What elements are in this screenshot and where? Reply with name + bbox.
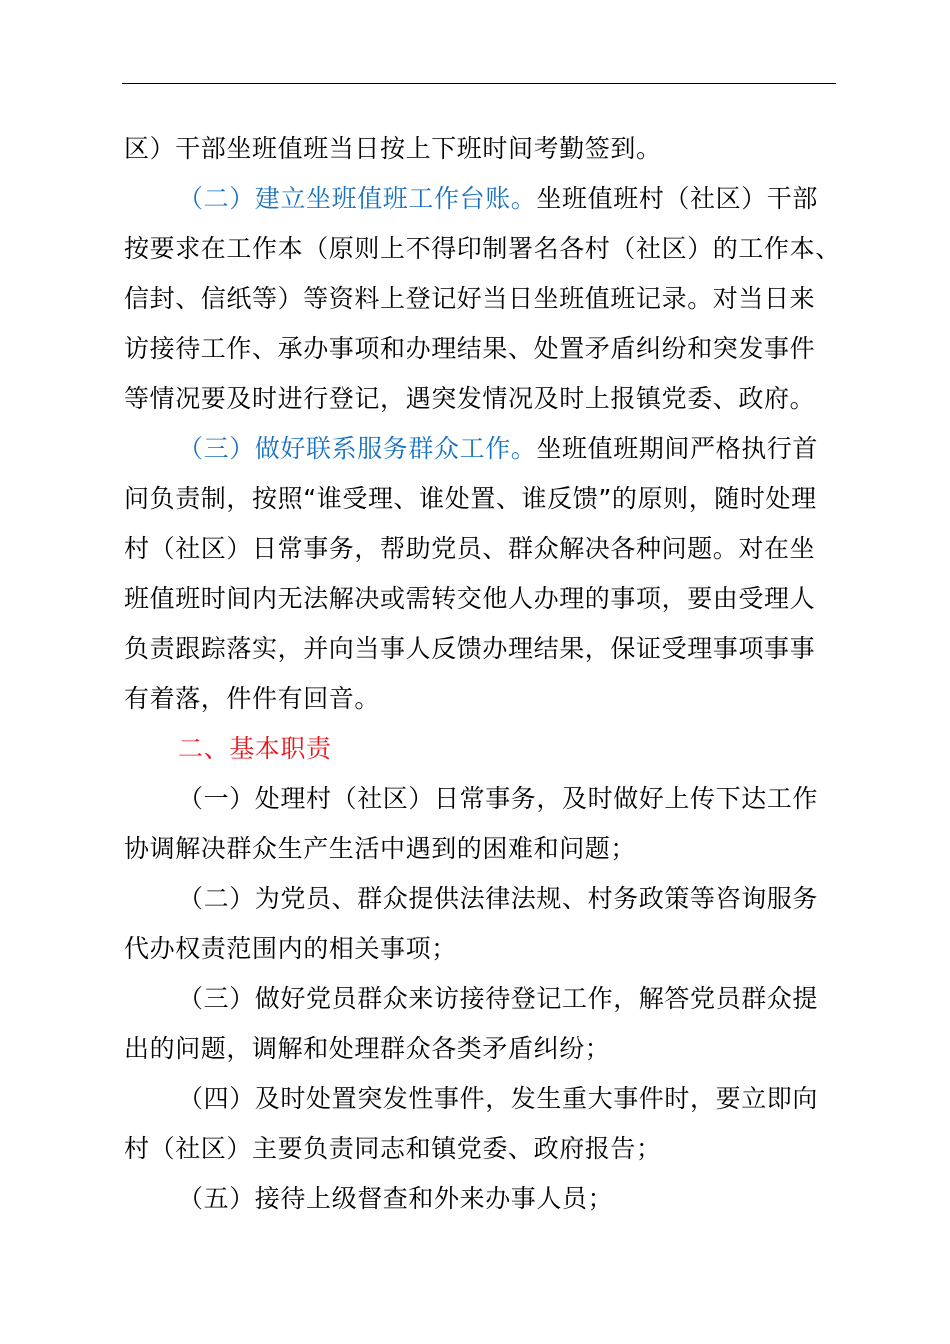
body-line: 等情况要及时进行登记，遇突发情况及时上报镇党委、政府。 (124, 384, 816, 413)
body-line: 区）干部坐班值班当日按上下班时间考勤签到。 (124, 134, 662, 163)
body-line: 信封、信纸等）等资料上登记好当日坐班值班记录。对当日来 (124, 284, 816, 313)
subheading-service: （三）做好联系服务群众工作。 (178, 434, 537, 463)
body-line: 班值班时间内无法解决或需转交他人办理的事项，要由受理人 (124, 584, 816, 613)
duty-item: （四）及时处置突发性事件，发生重大事件时，要立即向 (178, 1084, 819, 1113)
body-line: 村（社区）主要负责同志和镇党委、政府报告； (124, 1134, 662, 1163)
subheading-line: （三）做好联系服务群众工作。坐班值班期间严格执行首 (178, 434, 819, 463)
body-line: 协调解决群众生产生活中遇到的困难和问题； (124, 834, 637, 863)
body-line: 访接待工作、承办事项和办理结果、处置矛盾纠纷和突发事件 (124, 334, 816, 363)
duty-item: （一）处理村（社区）日常事务，及时做好上传下达工作 (178, 784, 819, 813)
body-line: 有着落，件件有回音。 (124, 684, 381, 713)
body-line: 出的问题，调解和处理群众各类矛盾纠纷； (124, 1034, 611, 1063)
section-heading: 二、基本职责 (178, 734, 332, 763)
subheading-line: （二）建立坐班值班工作台账。坐班值班村（社区）干部 (178, 184, 819, 213)
duty-item: （三）做好党员群众来访接待登记工作，解答党员群众提 (178, 984, 819, 1013)
body-line: 负责跟踪落实，并向当事人反馈办理结果，保证受理事项事事 (124, 634, 816, 663)
body-line: 代办权责范围内的相关事项； (124, 934, 457, 963)
body-line: 按要求在工作本（原则上不得印制署名各村（社区）的工作本、 (124, 234, 841, 263)
body-line: 问负责制，按照“谁受理、谁处置、谁反馈”的原则，随时处理 (124, 484, 817, 513)
header-rule (122, 83, 836, 84)
body-line: 村（社区）日常事务，帮助党员、群众解决各种问题。对在坐 (124, 534, 816, 563)
subheading-ledger: （二）建立坐班值班工作台账。 (178, 184, 537, 213)
duty-item: （二）为党员、群众提供法律法规、村务政策等咨询服务 (178, 884, 819, 913)
duty-item: （五）接待上级督查和外来办事人员； (178, 1184, 614, 1213)
